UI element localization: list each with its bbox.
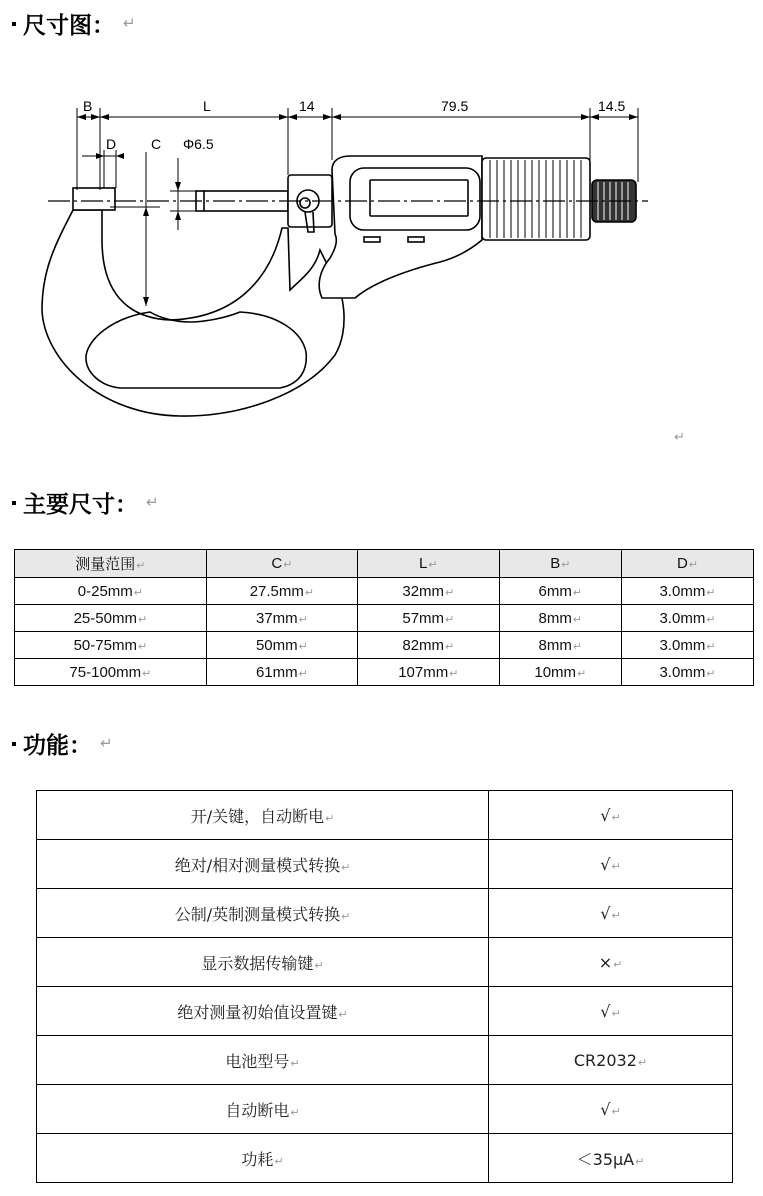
- label-c: C: [151, 136, 162, 152]
- button-left: [364, 237, 380, 242]
- function-name-cell: 绝对测量初始值设置键↵: [37, 987, 489, 1036]
- table-row: [37, 791, 733, 840]
- function-value-cell: √↵: [489, 889, 733, 938]
- label-l: L: [203, 98, 211, 114]
- functions-heading-text: 功能：: [23, 732, 92, 759]
- table-cell: 75-100mm↵: [15, 659, 207, 686]
- table-cell: 10mm↵: [499, 659, 621, 686]
- return-mark-icon: ↵: [146, 493, 159, 511]
- table-cell: 3.0mm↵: [622, 659, 754, 686]
- table-row: [37, 840, 733, 889]
- column-header: B↵: [499, 550, 621, 578]
- table-cell: 57mm↵: [358, 605, 500, 632]
- function-value-cell: √↵: [489, 840, 733, 889]
- lcd-screen: [370, 180, 468, 216]
- table-cell: 37mm↵: [206, 605, 357, 632]
- table-header-row: [15, 550, 754, 578]
- table-cell: 50-75mm↵: [15, 632, 207, 659]
- table-cell: 8mm↵: [499, 632, 621, 659]
- table-cell: 3.0mm↵: [622, 632, 754, 659]
- lock-knob: [300, 198, 310, 208]
- function-name-cell: 开/关键，自动断电↵: [37, 791, 489, 840]
- table-cell: 82mm↵: [358, 632, 500, 659]
- dimensions-heading-text: 尺寸图：: [23, 12, 115, 39]
- table-cell: 3.0mm↵: [622, 605, 754, 632]
- function-value-cell: CR2032↵: [489, 1036, 733, 1085]
- main-sizes-heading-text: 主要尺寸：: [23, 491, 138, 518]
- main-sizes-heading: [12, 487, 159, 517]
- function-value-cell: √↵: [489, 1085, 733, 1134]
- table-row: [15, 659, 754, 686]
- table-cell: 32mm↵: [358, 578, 500, 605]
- function-value-cell: ＜35μA↵: [489, 1134, 733, 1183]
- column-header: C↵: [206, 550, 357, 578]
- column-header: L↵: [358, 550, 500, 578]
- dimensions-heading: [12, 8, 136, 38]
- function-value-cell: √↵: [489, 791, 733, 840]
- function-value-cell: √↵: [489, 987, 733, 1036]
- functions-heading: [12, 728, 113, 758]
- function-name-cell: 电池型号↵: [37, 1036, 489, 1085]
- table-cell: 3.0mm↵: [622, 578, 754, 605]
- function-name-cell: 绝对/相对测量模式转换↵: [37, 840, 489, 889]
- return-mark-icon: ↵: [123, 14, 136, 32]
- table-row: [37, 987, 733, 1036]
- table-cell: 25-50mm↵: [15, 605, 207, 632]
- function-name-cell: 公制/英制测量模式转换↵: [37, 889, 489, 938]
- table-cell: 8mm↵: [499, 605, 621, 632]
- table-row: [37, 938, 733, 987]
- table-row: [37, 889, 733, 938]
- table-row: [37, 1085, 733, 1134]
- function-name-cell: 显示数据传输键↵: [37, 938, 489, 987]
- table-cell: 27.5mm↵: [206, 578, 357, 605]
- bullet-icon: [12, 742, 16, 746]
- diagram-return-mark-icon: ↵: [674, 429, 685, 444]
- label-79-5: 79.5: [441, 98, 469, 114]
- column-header: 测量范围↵: [15, 550, 207, 578]
- bullet-icon: [12, 22, 16, 26]
- table-row: [15, 632, 754, 659]
- label-14: 14: [299, 98, 315, 114]
- size-table: [14, 549, 754, 686]
- return-mark-icon: ↵: [100, 734, 113, 752]
- table-row: [37, 1036, 733, 1085]
- label-14-5: 14.5: [598, 98, 626, 114]
- function-name-cell: 功耗↵: [37, 1134, 489, 1183]
- label-phi: Φ6.5: [183, 136, 214, 152]
- function-name-cell: 自动断电↵: [37, 1085, 489, 1134]
- frame-outline: [42, 210, 344, 416]
- frame-window: [86, 312, 306, 388]
- table-cell: 50mm↵: [206, 632, 357, 659]
- column-header: D↵: [622, 550, 754, 578]
- table-cell: 6mm↵: [499, 578, 621, 605]
- table-cell: 0-25mm↵: [15, 578, 207, 605]
- function-value-cell: ×↵: [489, 938, 733, 987]
- label-b: B: [83, 98, 93, 114]
- anvil: [73, 188, 115, 210]
- label-d: D: [106, 136, 117, 152]
- function-table: [36, 790, 733, 1183]
- bullet-icon: [12, 501, 16, 505]
- table-row: [37, 1134, 733, 1183]
- button-right: [408, 237, 424, 242]
- table-row: [15, 605, 754, 632]
- micrometer-dimension-diagram: [0, 88, 763, 448]
- table-cell: 107mm↵: [358, 659, 500, 686]
- table-cell: 61mm↵: [206, 659, 357, 686]
- table-row: [15, 578, 754, 605]
